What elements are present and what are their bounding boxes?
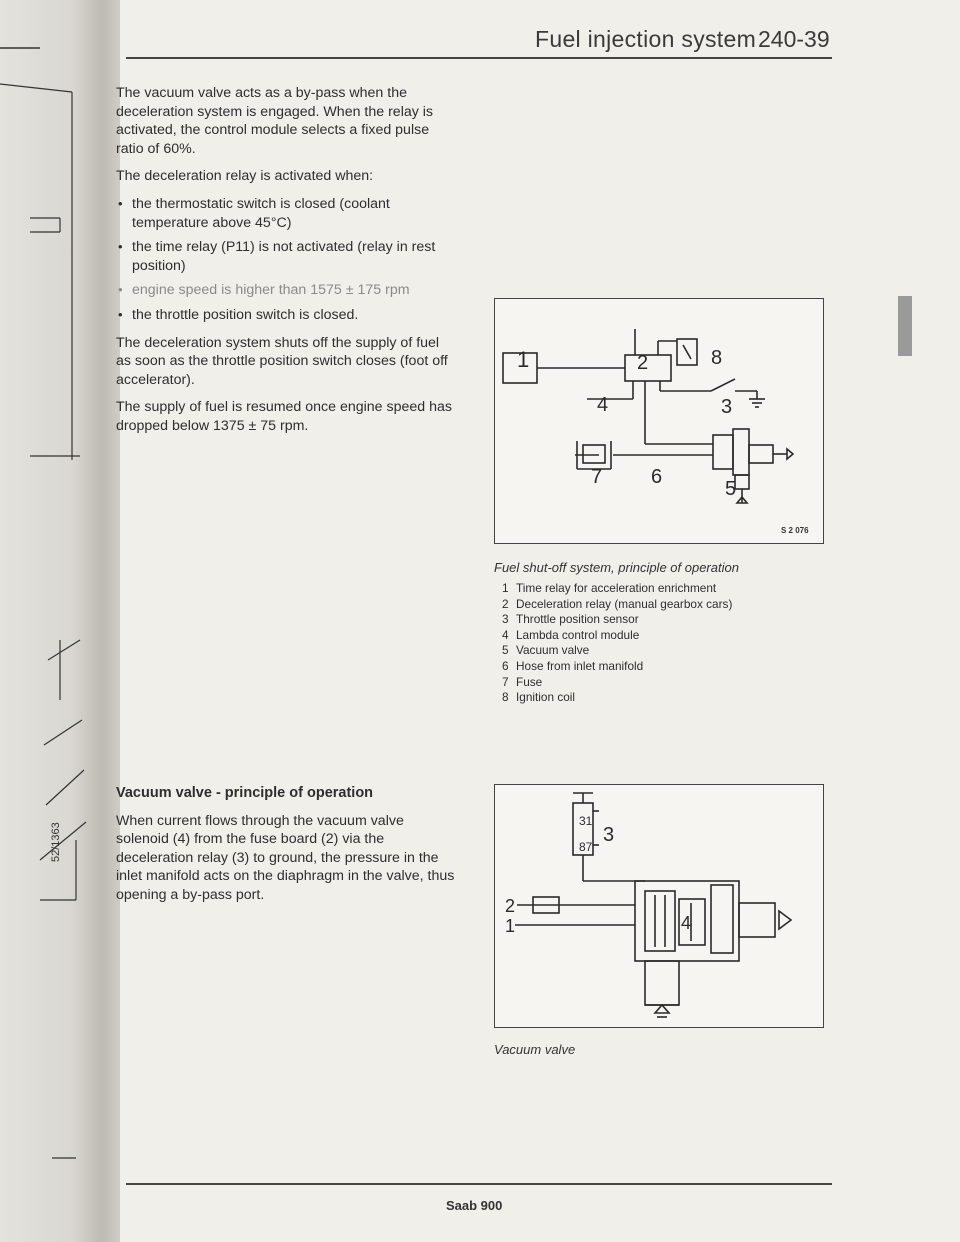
list-item: • engine speed is higher than 1575 ± 175 rpm [116,281,456,300]
fig2-label-2: 2 [505,896,516,916]
list-item: • the time relay (P11) is not activated (relay in rest position) [116,238,456,275]
fig1-label-4: 4 [597,394,609,416]
fig2-terminal-31: 31 [579,814,593,828]
header-rule [126,57,832,59]
fig2-label-4: 4 [681,913,692,933]
intro-paragraph-4: The supply of fuel is resumed once engine speed has dropped below 1375 ± 75 rpm. [116,399,452,434]
vacuum-section [116,784,456,914]
figure-vacuum-valve [494,784,824,1028]
fig1-label-7: 7 [591,466,603,488]
section-paragraph: When current flows through the vacuum valve solenoid (4) from the fuse board (2) via the deceleration relay (3) to ground, the pressure in the inlet manifold acts on the diaphragm in the valve, thus opening a by-pass port. [116,812,455,903]
figure-code: S 2 076 [781,526,809,535]
legend-row: 4 Lambda control module [502,627,640,642]
page-tab-marker [898,296,912,356]
fig1-label-8: 8 [711,347,723,369]
binding-marks [0,0,120,1242]
fig2-label-1: 1 [505,916,516,936]
header-title: Fuel injection system [535,26,757,52]
intro-paragraph-3: The deceleration system shuts off the supply of fuel as soon as the throttle position switch closes (foot off accelerator). [116,334,448,388]
footer-rule [126,1183,832,1185]
fig2-terminal-87: 87 [579,840,593,854]
figure1-caption: Fuel shut-off system, principle of operation [494,560,739,575]
condition-list [116,195,456,325]
footer-text: Saab 900 [446,1198,503,1213]
fig1-label-3: 3 [721,396,733,418]
legend-row: 5 Vacuum valve [502,643,590,658]
header-page-number: 240-39 [758,26,830,52]
legend-row: 6 Hose from inlet manifold [502,658,644,673]
legend-row: 1 Time relay for acceleration enrichment [502,581,717,595]
fig1-label-6: 6 [651,466,663,488]
legend-row: 2 Deceleration relay (manual gearbox cars) [502,596,733,611]
intro-text-column [116,84,456,445]
legend-row: 8 Ignition coil [502,690,576,705]
legend-row: 3 Throttle position sensor [502,612,639,627]
section-heading: Vacuum valve - principle of operation [116,785,374,801]
fig2-label-3: 3 [603,824,615,846]
figure2-caption: Vacuum valve [494,1042,576,1057]
figure-fuel-shutoff [494,298,824,544]
list-item: • the throttle position switch is closed. [116,306,456,325]
fig1-label-2: 2 [637,352,649,374]
fig1-label-1: 1 [517,347,530,372]
side-code: 52/1363 [50,822,62,862]
vacuum-valve-diagram [495,785,823,1027]
legend-row: 7 Fuse [502,674,543,689]
fuel-shutoff-diagram [495,299,823,543]
fig1-label-5: 5 [725,478,737,500]
figure1-legend [502,581,732,706]
list-item: • the thermostatic switch is closed (coolant temperature above 45°C) [116,195,456,232]
intro-paragraph-2: The deceleration relay is activated when: [116,168,374,185]
intro-paragraph-1: The vacuum valve acts as a by-pass when the deceleration system is engaged. When the relay is activated, the control module selects a fixed pulse ratio of 60%. [116,85,434,157]
